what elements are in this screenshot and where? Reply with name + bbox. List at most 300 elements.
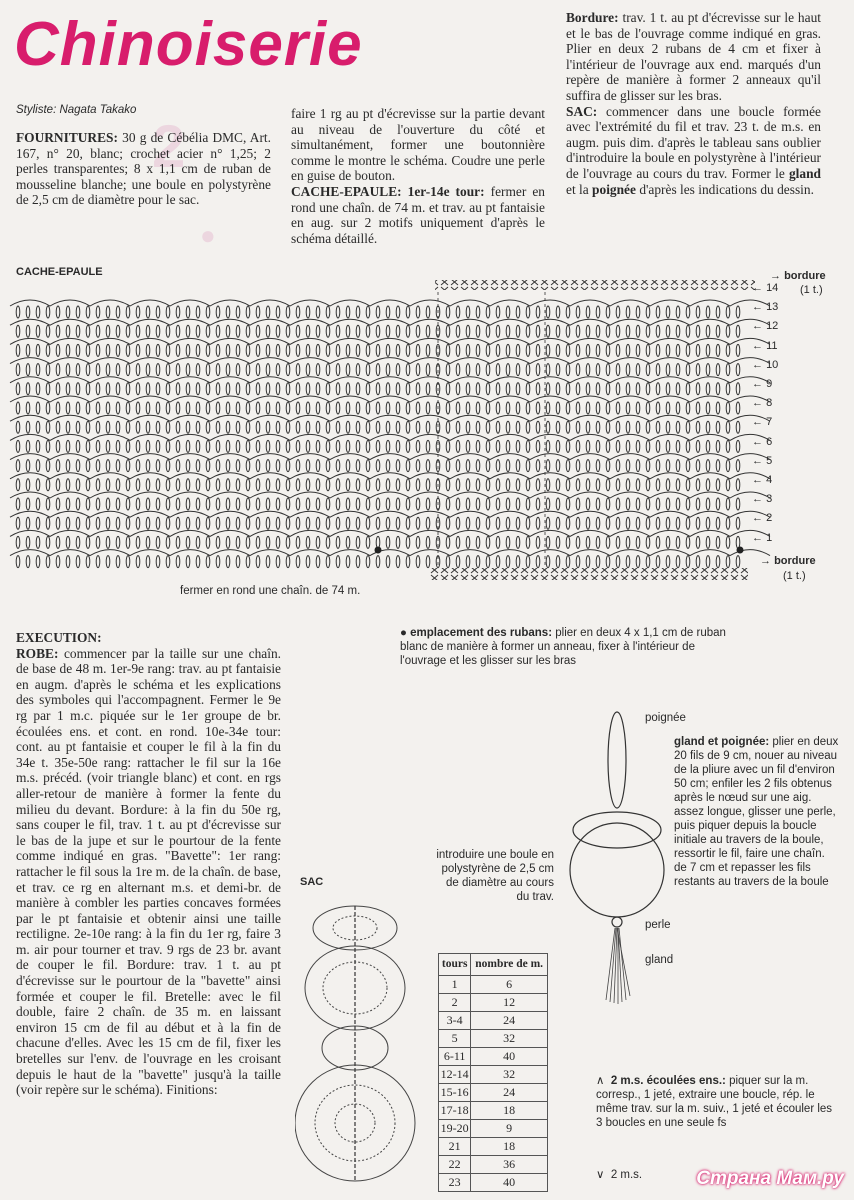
stitch-mark — [476, 479, 480, 491]
stitch-mark — [626, 517, 630, 529]
stitch-mark — [676, 325, 680, 337]
stitch-mark — [256, 460, 260, 472]
finitions-continued: faire 1 rg au pt d'écrevisse sur la partie devant au niveau de l'ouverture du côté et simultanément, former une boutonnière comme le montre le schéma. Coudre une perle en guise de bouton. — [291, 106, 545, 184]
stitch-mark — [416, 421, 420, 433]
stitch-mark — [736, 364, 740, 376]
stitch-mark — [226, 536, 230, 548]
stitch-mark — [696, 421, 700, 433]
stitch-mark — [736, 306, 740, 318]
stitch-mark — [376, 460, 380, 472]
stitch-mark — [176, 325, 180, 337]
stitch-mark — [726, 460, 730, 472]
stitch-mark — [476, 325, 480, 337]
stitch-mark — [376, 517, 380, 529]
stitch-mark — [696, 325, 700, 337]
stitch-mark — [66, 364, 70, 376]
stitch-mark — [116, 536, 120, 548]
stitch-mark — [166, 479, 170, 491]
stitch-mark — [346, 498, 350, 510]
stitch-mark — [736, 517, 740, 529]
stitch-mark — [416, 517, 420, 529]
stitch-mark — [196, 498, 200, 510]
stitch-mark — [406, 517, 410, 529]
stitch-mark — [76, 556, 80, 568]
stitch-mark — [686, 421, 690, 433]
stitch-mark — [706, 479, 710, 491]
stitch-mark — [46, 421, 50, 433]
stitch-mark — [366, 556, 370, 568]
stitch-mark — [386, 556, 390, 568]
table-cell: 32 — [471, 1066, 548, 1084]
stitch-mark — [266, 306, 270, 318]
stitch-mark — [496, 460, 500, 472]
stitch-mark — [506, 498, 510, 510]
stitch-mark — [416, 556, 420, 568]
stitch-mark — [106, 364, 110, 376]
stitch-mark — [66, 460, 70, 472]
stitch-mark — [146, 306, 150, 318]
stitch-mark — [126, 498, 130, 510]
stitch-mark — [596, 402, 600, 414]
stitch-mark — [666, 536, 670, 548]
bordure-bottom-text: bordure — [774, 555, 816, 567]
stitch-mark — [516, 421, 520, 433]
stitch-mark — [546, 364, 550, 376]
stitch-mark — [406, 364, 410, 376]
stitch-mark — [686, 402, 690, 414]
stitch-mark — [96, 344, 100, 356]
stitch-mark — [276, 402, 280, 414]
stitch-mark — [626, 440, 630, 452]
stitch-mark — [76, 440, 80, 452]
stitch-mark — [636, 556, 640, 568]
stitch-mark — [716, 479, 720, 491]
stitch-mark — [566, 421, 570, 433]
stitch-mark — [26, 383, 30, 395]
stitch-mark — [46, 536, 50, 548]
cache-epaule-text: fermer en rond une chaîn. de 74 m. et trav. au pt fantaisie en aug. sur 2 motifs uniquement d'après le schéma détaillé. — [291, 183, 545, 246]
stitch-mark — [476, 344, 480, 356]
stitch-mark — [36, 498, 40, 510]
stitch-mark — [676, 421, 680, 433]
stitch-mark — [396, 460, 400, 472]
sac-text-end: d'après les indications du dessin. — [639, 181, 814, 197]
stitch-mark — [686, 460, 690, 472]
stitch-mark — [216, 325, 220, 337]
stitch-mark — [656, 440, 660, 452]
stitch-mark — [86, 498, 90, 510]
bordure-top-sub: (1 t.) — [800, 284, 823, 296]
stitch-mark — [386, 306, 390, 318]
stitch-mark — [536, 325, 540, 337]
stitch-mark — [596, 383, 600, 395]
table-cell: 32 — [471, 1030, 548, 1048]
stitch-mark — [126, 383, 130, 395]
stitch-mark — [226, 421, 230, 433]
stitch-mark — [216, 421, 220, 433]
stitch-mark — [676, 479, 680, 491]
stitch-mark — [156, 364, 160, 376]
stitch-mark — [256, 517, 260, 529]
stitch-mark — [306, 460, 310, 472]
right-column — [566, 10, 821, 197]
stitch-mark — [266, 325, 270, 337]
stitch-mark — [636, 383, 640, 395]
stitch-mark — [26, 556, 30, 568]
stitch-mark — [346, 460, 350, 472]
stitch-mark — [326, 460, 330, 472]
stitch-mark — [566, 498, 570, 510]
gland-poignee-note — [674, 735, 839, 889]
stitch-mark — [706, 517, 710, 529]
stitch-mark — [626, 536, 630, 548]
stitch-mark — [506, 306, 510, 318]
stitch-mark — [636, 325, 640, 337]
stitch-mark — [316, 440, 320, 452]
stitch-mark — [176, 383, 180, 395]
row-label-5: ← 5 — [752, 454, 773, 467]
stitch-mark — [506, 325, 510, 337]
stitch-mark — [336, 440, 340, 452]
stitch-mark — [676, 364, 680, 376]
stitch-mark — [226, 556, 230, 568]
stitch-mark — [356, 364, 360, 376]
row-label-3: ← 3 — [752, 493, 773, 506]
stitch-mark — [266, 344, 270, 356]
stitch-mark — [516, 536, 520, 548]
row-label-4: ← 4 — [752, 474, 773, 486]
stitch-mark — [546, 479, 550, 491]
stitch-mark — [606, 479, 610, 491]
stitch-mark — [136, 344, 140, 356]
stitch-mark — [596, 498, 600, 510]
row-label-7: ← 7 — [752, 416, 773, 429]
stitch-mark — [196, 556, 200, 568]
stitch-mark — [736, 498, 740, 510]
stitch-mark — [416, 364, 420, 376]
stitch-mark — [426, 517, 430, 529]
stitch-mark — [486, 517, 490, 529]
stitch-mark — [26, 536, 30, 548]
stitch-mark — [616, 383, 620, 395]
stitch-mark — [496, 440, 500, 452]
stitch-mark — [56, 383, 60, 395]
stitch-mark — [606, 344, 610, 356]
stitch-mark — [206, 325, 210, 337]
stitch-mark — [196, 402, 200, 414]
stitch-mark — [286, 460, 290, 472]
stitch-mark — [176, 479, 180, 491]
stitch-mark — [306, 364, 310, 376]
stitch-mark — [316, 460, 320, 472]
stitch-mark — [576, 344, 580, 356]
stitch-mark — [466, 325, 470, 337]
stitch-mark — [336, 364, 340, 376]
stitch-mark — [506, 556, 510, 568]
stitch-mark — [366, 383, 370, 395]
stitch-mark — [726, 536, 730, 548]
stitch-mark — [46, 344, 50, 356]
stitch-mark — [186, 460, 190, 472]
stitch-mark — [296, 536, 300, 548]
stitch-mark — [736, 421, 740, 433]
stitch-mark — [136, 460, 140, 472]
stitch-mark — [316, 383, 320, 395]
stitch-mark — [636, 479, 640, 491]
stitch-mark — [596, 344, 600, 356]
stitch-mark — [486, 402, 490, 414]
stitch-mark — [596, 440, 600, 452]
stitch-mark — [306, 306, 310, 318]
stitch-mark — [66, 325, 70, 337]
stitch-mark — [636, 306, 640, 318]
stitch-mark — [116, 364, 120, 376]
stitch-mark — [116, 556, 120, 568]
stitch-mark — [106, 402, 110, 414]
stitch-mark — [336, 536, 340, 548]
stitch-mark — [256, 556, 260, 568]
stitch-mark — [316, 517, 320, 529]
stitch-mark — [56, 536, 60, 548]
stitch-mark — [16, 440, 20, 452]
row-label-9: ← 9 — [752, 378, 773, 390]
stitch-mark — [396, 517, 400, 529]
stitch-mark — [146, 460, 150, 472]
stitch-mark — [66, 556, 70, 568]
stitch-mark — [136, 325, 140, 337]
stitch-mark — [216, 517, 220, 529]
stitch-mark — [596, 325, 600, 337]
stitch-mark — [86, 421, 90, 433]
stitch-mark — [406, 402, 410, 414]
stitch-mark — [286, 498, 290, 510]
ms-symbol-icon: ∨ — [596, 1169, 605, 1181]
stitch-mark — [16, 344, 20, 356]
stitch-mark — [666, 306, 670, 318]
stitch-mark — [536, 383, 540, 395]
stitch-mark — [226, 325, 230, 337]
stitch-mark — [156, 325, 160, 337]
stitch-mark — [636, 364, 640, 376]
stitch-mark — [26, 344, 30, 356]
stitch-mark — [386, 517, 390, 529]
table-row — [439, 1138, 548, 1156]
stitch-mark — [126, 402, 130, 414]
stitch-mark — [396, 344, 400, 356]
stitch-mark — [276, 364, 280, 376]
stitch-mark — [486, 536, 490, 548]
stitch-mark — [286, 383, 290, 395]
stitch-mark — [246, 536, 250, 548]
legend-item-2 — [596, 1168, 642, 1182]
stitch-mark — [336, 306, 340, 318]
stitch-mark — [466, 421, 470, 433]
stitch-mark — [726, 517, 730, 529]
stitch-mark — [16, 556, 20, 568]
stitch-mark — [556, 440, 560, 452]
stitch-mark — [146, 498, 150, 510]
stitch-row-14 — [10, 300, 770, 306]
stitch-mark — [226, 498, 230, 510]
stitch-mark — [216, 383, 220, 395]
stitch-mark — [176, 556, 180, 568]
stitch-mark — [66, 421, 70, 433]
bordure-top-text: bordure — [784, 270, 826, 282]
stitch-mark — [586, 306, 590, 318]
stitch-mark — [676, 556, 680, 568]
stitch-mark — [346, 536, 350, 548]
stitch-mark — [376, 402, 380, 414]
row-label-14: ← 14 — [752, 282, 779, 294]
stitch-mark — [286, 556, 290, 568]
stitch-mark — [386, 383, 390, 395]
stitch-mark — [566, 344, 570, 356]
stitch-mark — [506, 402, 510, 414]
stitch-mark — [706, 498, 710, 510]
stitch-mark — [246, 517, 250, 529]
stitch-mark — [496, 344, 500, 356]
stitch-mark — [166, 440, 170, 452]
stitch-mark — [596, 306, 600, 318]
stitch-mark — [646, 306, 650, 318]
stitch-mark — [326, 556, 330, 568]
stitch-mark — [196, 517, 200, 529]
stitch-mark — [456, 344, 460, 356]
stitch-mark — [176, 344, 180, 356]
stitch-mark — [166, 344, 170, 356]
table-row — [439, 1174, 548, 1192]
table-cell: 12 — [471, 994, 548, 1012]
stitch-mark — [316, 421, 320, 433]
stitch-mark — [106, 421, 110, 433]
stitch-mark — [336, 383, 340, 395]
stitch-mark — [326, 344, 330, 356]
stitch-mark — [56, 440, 60, 452]
stitch-mark — [526, 383, 530, 395]
table-cell: 15-16 — [439, 1084, 471, 1102]
table-cell: 40 — [471, 1174, 548, 1192]
stitch-mark — [516, 517, 520, 529]
stitch-mark — [416, 402, 420, 414]
stitch-mark — [356, 306, 360, 318]
table-cell: 40 — [471, 1048, 548, 1066]
stitch-mark — [36, 344, 40, 356]
stitch-mark — [366, 421, 370, 433]
stitch-mark — [546, 517, 550, 529]
stitch-mark — [526, 402, 530, 414]
stitch-mark — [456, 498, 460, 510]
stitch-mark — [96, 306, 100, 318]
stitch-mark — [146, 536, 150, 548]
stitch-mark — [706, 402, 710, 414]
table-header-tours: tours — [439, 954, 471, 976]
stitch-mark — [496, 306, 500, 318]
rubans-label: emplacement des rubans: — [410, 627, 553, 639]
stitch-mark — [546, 383, 550, 395]
stitch-mark — [726, 479, 730, 491]
stitch-mark — [86, 479, 90, 491]
table-cell: 22 — [439, 1156, 471, 1174]
stitch-mark — [476, 421, 480, 433]
stitch-mark — [96, 556, 100, 568]
stitch-mark — [566, 460, 570, 472]
stitch-mark — [396, 556, 400, 568]
stitch-mark — [146, 325, 150, 337]
stitch-mark — [346, 402, 350, 414]
stitch-mark — [346, 383, 350, 395]
stitch-mark — [346, 421, 350, 433]
stitch-mark — [136, 498, 140, 510]
stitch-mark — [516, 440, 520, 452]
stitch-mark — [246, 325, 250, 337]
stitch-mark — [356, 479, 360, 491]
legend-item-2-text: 2 m.s. — [610, 1169, 643, 1181]
bordure-bottom-sub: (1 t.) — [783, 570, 806, 582]
stitch-mark — [126, 364, 130, 376]
stitch-mark — [686, 556, 690, 568]
stitch-mark — [76, 344, 80, 356]
stitch-mark — [326, 325, 330, 337]
stitch-mark — [446, 460, 450, 472]
stitch-mark — [296, 517, 300, 529]
table-cell: 3-4 — [439, 1012, 471, 1030]
stitch-mark — [576, 498, 580, 510]
stitch-mark — [536, 344, 540, 356]
stitch-mark — [186, 325, 190, 337]
stitch-mark — [336, 325, 340, 337]
stitch-mark — [366, 402, 370, 414]
stitch-mark — [506, 421, 510, 433]
stitch-mark — [636, 421, 640, 433]
stitch-mark — [656, 556, 660, 568]
stitch-mark — [736, 479, 740, 491]
stitch-mark — [556, 421, 560, 433]
stitch-mark — [136, 556, 140, 568]
stitch-mark — [96, 402, 100, 414]
stitch-mark — [346, 344, 350, 356]
stitch-mark — [686, 536, 690, 548]
table-row — [439, 994, 548, 1012]
stitch-mark — [626, 421, 630, 433]
stitch-mark — [166, 421, 170, 433]
stitch-mark — [326, 440, 330, 452]
stitch-mark — [96, 517, 100, 529]
stitch-mark — [666, 325, 670, 337]
poignee-label: poignée — [645, 712, 686, 724]
stitch-row-3 — [10, 511, 770, 517]
table-cell: 18 — [471, 1102, 548, 1120]
stitch-mark — [386, 402, 390, 414]
stitch-mark — [96, 421, 100, 433]
stitch-mark — [96, 498, 100, 510]
stitch-mark — [86, 556, 90, 568]
stitch-mark — [346, 440, 350, 452]
stitch-mark — [206, 383, 210, 395]
stitch-mark — [136, 440, 140, 452]
stitch-mark — [486, 306, 490, 318]
stitch-mark — [306, 479, 310, 491]
stitch-mark — [546, 402, 550, 414]
stitch-mark — [526, 536, 530, 548]
stitch-mark — [366, 479, 370, 491]
stitch-mark — [376, 344, 380, 356]
stitch-mark — [506, 517, 510, 529]
stitch-mark — [456, 364, 460, 376]
stitch-mark — [686, 440, 690, 452]
stitch-mark — [516, 383, 520, 395]
stitch-mark — [106, 536, 110, 548]
stitch-mark — [76, 460, 80, 472]
